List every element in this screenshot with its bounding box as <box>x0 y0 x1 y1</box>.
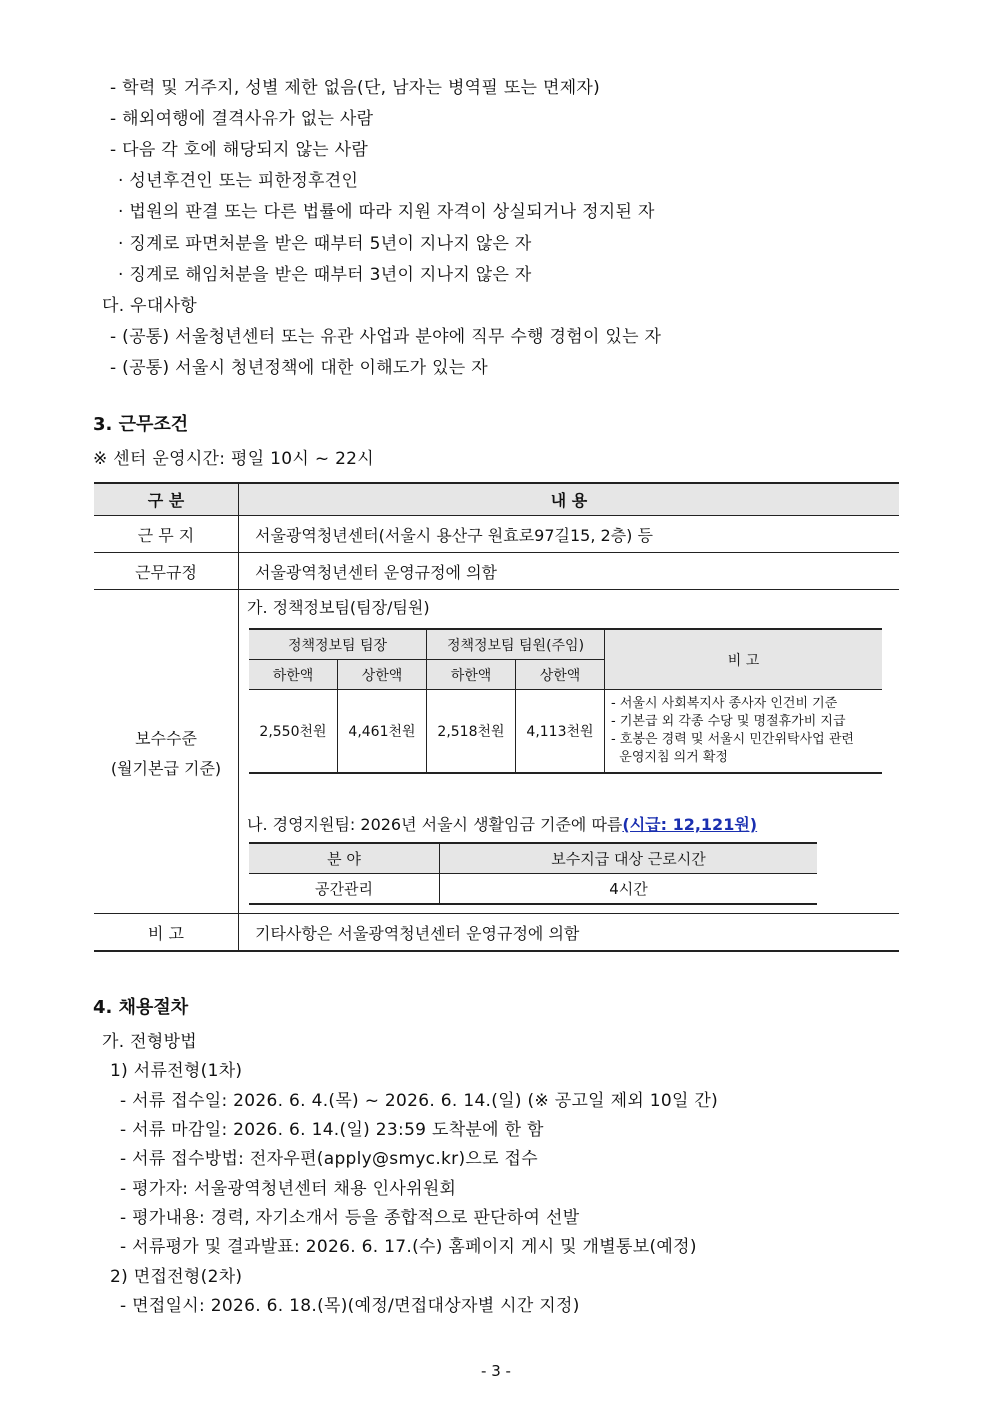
qualification-line: - 다음 각 호에 해당되지 않는 사람 <box>110 140 369 160</box>
header-content: 내 용 <box>239 483 900 516</box>
support-hours-table <box>249 842 817 905</box>
pay-team-title: 가. 정책정보팀(팀장/팀원) <box>247 598 430 617</box>
pay-subheader-min: 하한액 <box>427 660 516 690</box>
support-team-text: 나. 경영지원팀: 2026년 서울시 생활임금 기준에 따름 <box>247 815 623 834</box>
pay-label <box>94 590 239 914</box>
pay-header-leader: 정책정보팀 팀장 <box>249 629 427 660</box>
qualification-line: - 해외여행에 결격사유가 없는 사람 <box>110 109 374 129</box>
hourly-wage: (시급: 12,121원) <box>622 815 758 834</box>
pay-remarks <box>605 690 883 774</box>
remark-label: 비 고 <box>94 914 239 952</box>
rules-value: 서울광역청년센터 운영규정에 의함 <box>239 553 900 590</box>
shift-field-value: 공간관리 <box>249 874 440 905</box>
operating-hours-note: ※ 센터 운영시간: 평일 10시 ~ 22시 <box>93 449 375 469</box>
preference-item: - (공통) 서울청년센터 또는 유관 사업과 분야에 직무 수행 경험이 있는 자 <box>110 327 662 347</box>
pay-note: - 서울시 사회복지사 종사자 인건비 기준 <box>611 696 838 711</box>
qualification-line: - 학력 및 거주지, 성별 제한 없음(단, 남자는 병역필 또는 면제자) <box>110 78 601 98</box>
pay-subheader-max: 상한액 <box>338 660 427 690</box>
disqualification-item: · 징계로 파면처분을 받은 때부터 5년이 지나지 않은 자 <box>118 234 532 254</box>
pay-note: 운영지침 의거 확정 <box>611 750 728 765</box>
disqualification-item: · 성년후견인 또는 피한정후견인 <box>118 171 359 191</box>
selection-method-heading: 가. 전형방법 <box>102 1032 198 1052</box>
pay-value: 2,550천원 <box>249 690 338 774</box>
page-number: - 3 - <box>481 1362 511 1380</box>
workplace-value: 서울광역청년센터(서울시 용산구 원효로97길15, 2층) 등 <box>239 516 900 553</box>
header-category: 구 분 <box>94 483 239 516</box>
remark-value: 기타사항은 서울광역청년센터 운영규정에 의함 <box>239 914 900 952</box>
pay-value: 2,518천원 <box>427 690 516 774</box>
pay-value: 4,113천원 <box>516 690 605 774</box>
pay-table <box>249 628 882 774</box>
stage-heading: 1) 서류전형(1차) <box>110 1061 243 1081</box>
disqualification-item: · 징계로 해임처분을 받은 때부터 3년이 지나지 않은 자 <box>118 265 532 285</box>
support-team-title <box>247 812 757 835</box>
stage-detail: - 평가내용: 경력, 자기소개서 등을 종합적으로 판단하여 선발 <box>120 1208 580 1228</box>
pay-label-main: 보수수준 <box>135 728 197 748</box>
stage-detail: - 서류 접수일: 2026. 6. 4.(목) ~ 2026. 6. 14.(일) (※ 공고일 제외 10일 간) <box>120 1091 719 1111</box>
rules-label: 근무규정 <box>94 553 239 590</box>
pay-subheader-min: 하한액 <box>249 660 338 690</box>
preference-heading: 다. 우대사항 <box>102 296 198 316</box>
stage-detail: - 서류 마감일: 2026. 6. 14.(일) 23:59 도착분에 한 함 <box>120 1120 544 1140</box>
section-heading-hiring-process: 4. 채용절차 <box>93 997 189 1018</box>
preference-item: - (공통) 서울시 청년정책에 대한 이해도가 있는 자 <box>110 358 488 378</box>
pay-header-member: 정책정보팀 팀원(주임) <box>427 629 605 660</box>
stage-detail: - 평가자: 서울광역청년센터 채용 인사위원회 <box>120 1179 457 1199</box>
pay-note: - 기본급 외 각종 수당 및 명절휴가비 지급 <box>611 714 846 729</box>
pay-subheader-max: 상한액 <box>516 660 605 690</box>
pay-header-remark: 비 고 <box>605 629 883 690</box>
section-heading-work-conditions: 3. 근무조건 <box>93 414 189 435</box>
pay-label-sub: (월기본급 기준) <box>110 758 222 778</box>
stage-detail: - 서류평가 및 결과발표: 2026. 6. 17.(수) 홈페이지 게시 및 개별통보(예정) <box>120 1237 697 1257</box>
pay-value: 4,461천원 <box>338 690 427 774</box>
disqualification-item: · 법원의 판결 또는 다른 법률에 따라 지원 자격이 상실되거나 정지된 자 <box>118 202 655 222</box>
stage-heading: 2) 면접전형(2차) <box>110 1267 243 1287</box>
work-conditions-table <box>94 482 899 952</box>
stage-detail: - 면접일시: 2026. 6. 18.(목)(예정/면접대상자별 시간 지정) <box>120 1296 580 1316</box>
shift-hours-value: 4시간 <box>440 874 818 905</box>
shift-header-field: 분 야 <box>249 843 440 874</box>
pay-cell <box>239 590 900 914</box>
pay-note: - 호봉은 경력 및 서울시 민간위탁사업 관련 <box>611 732 854 747</box>
shift-header-hours: 보수지급 대상 근로시간 <box>440 843 818 874</box>
stage-detail: - 서류 접수방법: 전자우편(apply@smyc.kr)으로 접수 <box>120 1149 538 1169</box>
workplace-label: 근 무 지 <box>94 516 239 553</box>
